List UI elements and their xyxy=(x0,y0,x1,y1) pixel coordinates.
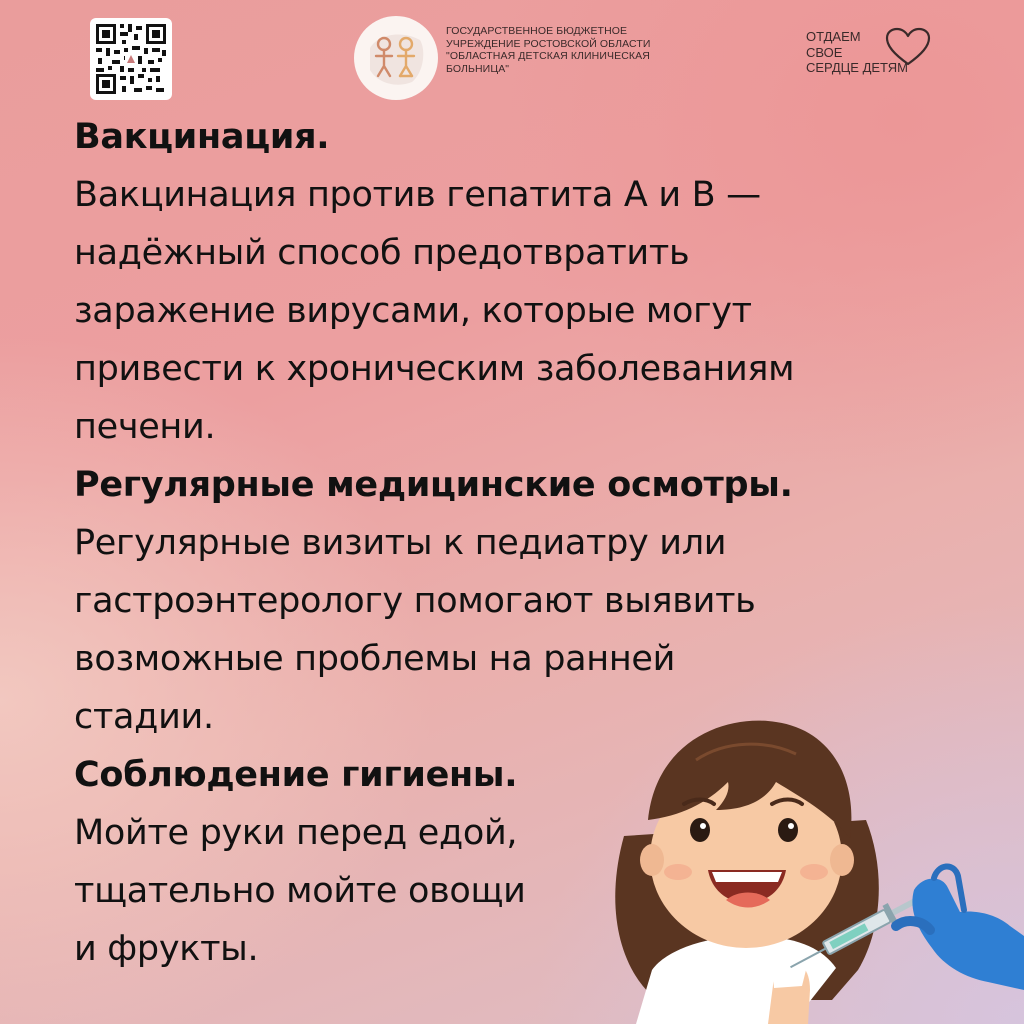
child-vaccination-illustration xyxy=(596,700,1024,1024)
slogan-text: ОТДАЕМ СВОЕ СЕРДЦЕ ДЕТЯМ xyxy=(806,29,908,75)
hospital-logo-icon xyxy=(354,16,438,100)
section-title: Вакцинация. xyxy=(74,117,330,157)
hospital-logo xyxy=(354,16,438,100)
section-body: Мойте руки перед едой, тщательно мойте овощи и фрукты. xyxy=(74,813,526,969)
heart-outline-icon xyxy=(884,27,932,67)
organization-name: ГОСУДАРСТВЕННОЕ БЮДЖЕТНОЕ УЧРЕЖДЕНИЕ РОСТОВСКОЙ ОБЛАСТИ "ОБЛАСТНАЯ ДЕТСКАЯ КЛИНИЧЕСКАЯ БОЛЬНИЦА" xyxy=(446,25,651,75)
section-body: Регулярные визиты к педиатру или гастроэнтерологу помогают выявить возможные проблемы на ранней стадии. xyxy=(74,523,756,737)
section-vaccination xyxy=(74,108,974,456)
section-title: Соблюдение гигиены. xyxy=(74,755,518,795)
section-body: Вакцинация против гепатита А и В — надёжный способ предотвратить заражение вирусами, которые могут привести к хроническим заболеваниям печени. xyxy=(74,175,795,447)
section-title: Регулярные медицинские осмотры. xyxy=(74,465,793,505)
qr-code[interactable] xyxy=(90,18,172,100)
qr-code-icon xyxy=(94,22,168,96)
